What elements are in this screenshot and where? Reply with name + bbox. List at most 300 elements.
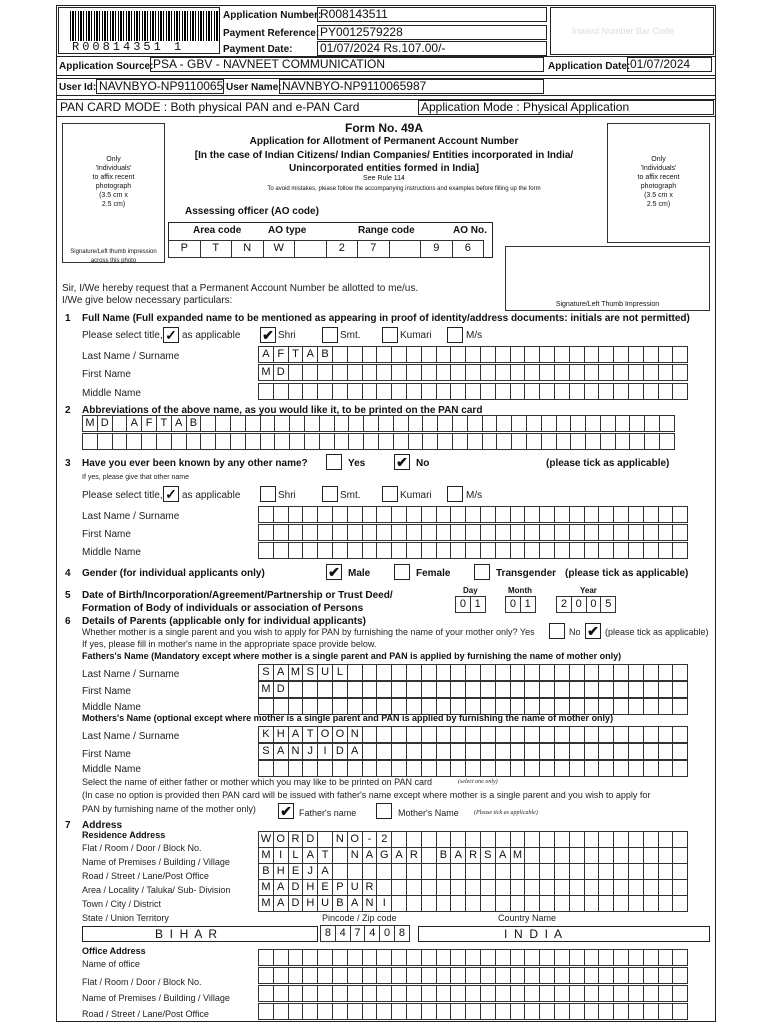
- char-cell[interactable]: [598, 506, 614, 523]
- char-cell[interactable]: [672, 364, 688, 381]
- app-date-field[interactable]: 01/07/2024: [627, 57, 712, 72]
- char-cell[interactable]: [658, 364, 674, 381]
- char-cell[interactable]: H: [273, 863, 289, 880]
- char-cell[interactable]: [554, 346, 570, 363]
- char-cell[interactable]: [584, 726, 600, 743]
- father-middle-grid[interactable]: [258, 698, 687, 710]
- char-cell[interactable]: [304, 415, 320, 432]
- char-cell[interactable]: [332, 985, 348, 1002]
- char-cell[interactable]: [465, 949, 481, 966]
- char-cell[interactable]: [628, 895, 644, 912]
- char-cell[interactable]: [539, 743, 555, 760]
- char-cell[interactable]: [672, 743, 688, 760]
- char-cell[interactable]: [554, 985, 570, 1002]
- char-cell[interactable]: [273, 1003, 289, 1020]
- char-cell[interactable]: [539, 506, 555, 523]
- char-cell[interactable]: [672, 524, 688, 541]
- char-cell[interactable]: [628, 847, 644, 864]
- char-cell[interactable]: A: [391, 847, 407, 864]
- char-cell[interactable]: [465, 681, 481, 698]
- s1-last-grid[interactable]: [258, 346, 687, 363]
- char-cell[interactable]: [317, 967, 333, 984]
- char-cell[interactable]: [362, 542, 378, 559]
- char-cell[interactable]: J: [302, 863, 318, 880]
- char-cell[interactable]: [391, 831, 407, 848]
- char-cell[interactable]: U: [317, 664, 333, 681]
- char-cell[interactable]: 0: [586, 596, 602, 613]
- char-cell[interactable]: [436, 743, 452, 760]
- char-cell[interactable]: [510, 346, 526, 363]
- char-cell[interactable]: [585, 415, 601, 432]
- char-cell[interactable]: [643, 895, 659, 912]
- char-cell[interactable]: [524, 524, 540, 541]
- char-cell[interactable]: [569, 967, 585, 984]
- office-premises-grid[interactable]: [258, 1003, 687, 1017]
- char-cell[interactable]: [362, 726, 378, 743]
- char-cell[interactable]: [672, 698, 688, 715]
- char-cell[interactable]: [391, 542, 407, 559]
- char-cell[interactable]: [421, 760, 437, 777]
- char-cell[interactable]: 0: [455, 596, 471, 613]
- char-cell[interactable]: [391, 726, 407, 743]
- char-cell[interactable]: [643, 506, 659, 523]
- char-cell[interactable]: [613, 506, 629, 523]
- father-first-grid[interactable]: [258, 681, 687, 698]
- char-cell[interactable]: [391, 949, 407, 966]
- char-cell[interactable]: [495, 364, 511, 381]
- single-parent-yes-checkbox[interactable]: [549, 623, 565, 639]
- char-cell[interactable]: [658, 1003, 674, 1020]
- char-cell[interactable]: [628, 506, 644, 523]
- char-cell[interactable]: [450, 895, 466, 912]
- char-cell[interactable]: [554, 506, 570, 523]
- char-cell[interactable]: [658, 726, 674, 743]
- char-cell[interactable]: [391, 346, 407, 363]
- pincode-grid[interactable]: [320, 925, 409, 942]
- char-cell[interactable]: [480, 895, 496, 912]
- char-cell[interactable]: A: [273, 879, 289, 896]
- ao-code-cell[interactable]: T: [200, 240, 233, 258]
- gender-trans-checkbox[interactable]: [474, 564, 490, 580]
- char-cell[interactable]: D: [288, 879, 304, 896]
- char-cell[interactable]: D: [288, 895, 304, 912]
- char-cell[interactable]: [362, 346, 378, 363]
- app-number-field[interactable]: R008143511: [317, 7, 547, 22]
- char-cell[interactable]: [598, 726, 614, 743]
- char-cell[interactable]: [526, 433, 542, 450]
- char-cell[interactable]: A: [126, 415, 142, 432]
- char-cell[interactable]: [288, 985, 304, 1002]
- char-cell[interactable]: [406, 664, 422, 681]
- char-cell[interactable]: [289, 415, 305, 432]
- char-cell[interactable]: F: [141, 415, 157, 432]
- char-cell[interactable]: [406, 1003, 422, 1020]
- char-cell[interactable]: [362, 681, 378, 698]
- country-field[interactable]: [418, 926, 710, 942]
- char-cell[interactable]: D: [273, 681, 289, 698]
- town-grid[interactable]: [258, 895, 687, 912]
- char-cell[interactable]: [391, 681, 407, 698]
- char-cell[interactable]: [465, 967, 481, 984]
- char-cell[interactable]: [482, 415, 498, 432]
- char-cell[interactable]: [672, 681, 688, 698]
- char-cell[interactable]: [598, 863, 614, 880]
- ao-code-cell[interactable]: W: [263, 240, 296, 258]
- char-cell[interactable]: [332, 681, 348, 698]
- char-cell[interactable]: [480, 664, 496, 681]
- char-cell[interactable]: [510, 895, 526, 912]
- title-ms-checkbox[interactable]: [447, 327, 463, 343]
- char-cell[interactable]: [598, 383, 614, 400]
- char-cell[interactable]: [510, 967, 526, 984]
- char-cell[interactable]: [658, 524, 674, 541]
- char-cell[interactable]: [437, 433, 453, 450]
- char-cell[interactable]: [391, 967, 407, 984]
- char-cell[interactable]: [628, 664, 644, 681]
- char-cell[interactable]: D: [273, 364, 289, 381]
- char-cell[interactable]: 4: [364, 925, 380, 942]
- char-cell[interactable]: N: [288, 743, 304, 760]
- char-cell[interactable]: [643, 743, 659, 760]
- char-cell[interactable]: [480, 364, 496, 381]
- char-cell[interactable]: [437, 415, 453, 432]
- char-cell[interactable]: [554, 879, 570, 896]
- char-cell[interactable]: [347, 364, 363, 381]
- char-cell[interactable]: [230, 415, 246, 432]
- char-cell[interactable]: [598, 985, 614, 1002]
- char-cell[interactable]: [598, 949, 614, 966]
- char-cell[interactable]: T: [156, 415, 172, 432]
- char-cell[interactable]: [376, 506, 392, 523]
- char-cell[interactable]: [273, 985, 289, 1002]
- char-cell[interactable]: [510, 743, 526, 760]
- char-cell[interactable]: [554, 949, 570, 966]
- char-cell[interactable]: [406, 967, 422, 984]
- char-cell[interactable]: [378, 433, 394, 450]
- char-cell[interactable]: [480, 831, 496, 848]
- title-shri-checkbox[interactable]: ✔: [260, 327, 276, 343]
- char-cell[interactable]: [332, 760, 348, 777]
- char-cell[interactable]: [258, 506, 274, 523]
- char-cell[interactable]: [406, 383, 422, 400]
- char-cell[interactable]: [554, 760, 570, 777]
- char-cell[interactable]: [421, 346, 437, 363]
- char-cell[interactable]: [496, 415, 512, 432]
- char-cell[interactable]: [186, 433, 202, 450]
- char-cell[interactable]: [598, 346, 614, 363]
- char-cell[interactable]: [511, 415, 527, 432]
- char-cell[interactable]: [347, 524, 363, 541]
- char-cell[interactable]: I: [273, 847, 289, 864]
- char-cell[interactable]: [450, 949, 466, 966]
- char-cell[interactable]: [539, 967, 555, 984]
- char-cell[interactable]: [643, 967, 659, 984]
- char-cell[interactable]: [510, 524, 526, 541]
- char-cell[interactable]: [658, 506, 674, 523]
- char-cell[interactable]: [672, 383, 688, 400]
- char-cell[interactable]: [450, 879, 466, 896]
- char-cell[interactable]: [659, 415, 675, 432]
- char-cell[interactable]: 8: [394, 925, 410, 942]
- char-cell[interactable]: I: [317, 743, 333, 760]
- char-cell[interactable]: [584, 985, 600, 1002]
- char-cell[interactable]: [480, 743, 496, 760]
- char-cell[interactable]: [643, 863, 659, 880]
- char-cell[interactable]: A: [273, 743, 289, 760]
- char-cell[interactable]: E: [317, 879, 333, 896]
- char-cell[interactable]: [406, 506, 422, 523]
- char-cell[interactable]: M: [258, 364, 274, 381]
- char-cell[interactable]: [450, 506, 466, 523]
- char-cell[interactable]: [628, 967, 644, 984]
- char-cell[interactable]: M: [258, 847, 274, 864]
- char-cell[interactable]: [436, 895, 452, 912]
- char-cell[interactable]: H: [302, 895, 318, 912]
- char-cell[interactable]: [97, 433, 113, 450]
- char-cell[interactable]: B: [332, 895, 348, 912]
- dob-year-grid[interactable]: [556, 596, 615, 613]
- char-cell[interactable]: T: [302, 726, 318, 743]
- char-cell[interactable]: [436, 967, 452, 984]
- char-cell[interactable]: [598, 847, 614, 864]
- ao-code-cell[interactable]: 9: [420, 240, 453, 258]
- char-cell[interactable]: [273, 383, 289, 400]
- char-cell[interactable]: [613, 726, 629, 743]
- char-cell[interactable]: B: [317, 346, 333, 363]
- char-cell[interactable]: [480, 879, 496, 896]
- char-cell[interactable]: [613, 698, 629, 715]
- char-cell[interactable]: [613, 1003, 629, 1020]
- char-cell[interactable]: [467, 433, 483, 450]
- ao-code-cell[interactable]: P: [168, 240, 201, 258]
- char-cell[interactable]: [569, 1003, 585, 1020]
- char-cell[interactable]: [421, 831, 437, 848]
- char-cell[interactable]: S: [258, 743, 274, 760]
- char-cell[interactable]: [319, 415, 335, 432]
- char-cell[interactable]: [495, 967, 511, 984]
- char-cell[interactable]: [524, 743, 540, 760]
- user-id-field[interactable]: NAVNBYO-NP9110065: [96, 79, 224, 94]
- char-cell[interactable]: [554, 383, 570, 400]
- char-cell[interactable]: [495, 506, 511, 523]
- char-cell[interactable]: [317, 542, 333, 559]
- char-cell[interactable]: [230, 433, 246, 450]
- char-cell[interactable]: [524, 847, 540, 864]
- char-cell[interactable]: [436, 346, 452, 363]
- char-cell[interactable]: [376, 726, 392, 743]
- char-cell[interactable]: [598, 1003, 614, 1020]
- char-cell[interactable]: [465, 506, 481, 523]
- s2-grid-row2[interactable]: [82, 433, 674, 450]
- char-cell[interactable]: [406, 726, 422, 743]
- char-cell[interactable]: [539, 949, 555, 966]
- char-cell[interactable]: [465, 726, 481, 743]
- char-cell[interactable]: [539, 726, 555, 743]
- char-cell[interactable]: [569, 895, 585, 912]
- char-cell[interactable]: [658, 681, 674, 698]
- char-cell[interactable]: A: [171, 415, 187, 432]
- char-cell[interactable]: [613, 847, 629, 864]
- char-cell[interactable]: [539, 524, 555, 541]
- char-cell[interactable]: [480, 726, 496, 743]
- char-cell[interactable]: O: [347, 831, 363, 848]
- char-cell[interactable]: [302, 967, 318, 984]
- char-cell[interactable]: [406, 542, 422, 559]
- char-cell[interactable]: [658, 664, 674, 681]
- char-cell[interactable]: [436, 664, 452, 681]
- char-cell[interactable]: T: [288, 346, 304, 363]
- char-cell[interactable]: [510, 664, 526, 681]
- char-cell[interactable]: [348, 415, 364, 432]
- char-cell[interactable]: [465, 831, 481, 848]
- char-cell[interactable]: [628, 346, 644, 363]
- char-cell[interactable]: [302, 1003, 318, 1020]
- char-cell[interactable]: [615, 415, 631, 432]
- char-cell[interactable]: [495, 863, 511, 880]
- char-cell[interactable]: [421, 681, 437, 698]
- char-cell[interactable]: [554, 664, 570, 681]
- char-cell[interactable]: [465, 542, 481, 559]
- char-cell[interactable]: [317, 949, 333, 966]
- char-cell[interactable]: O: [332, 726, 348, 743]
- char-cell[interactable]: [436, 831, 452, 848]
- char-cell[interactable]: [215, 433, 231, 450]
- char-cell[interactable]: [450, 726, 466, 743]
- char-cell[interactable]: [658, 346, 674, 363]
- char-cell[interactable]: [600, 433, 616, 450]
- char-cell[interactable]: [347, 985, 363, 1002]
- ao-code-cell[interactable]: N: [231, 240, 264, 258]
- char-cell[interactable]: [539, 895, 555, 912]
- char-cell[interactable]: [406, 760, 422, 777]
- char-cell[interactable]: [541, 433, 557, 450]
- char-cell[interactable]: O: [317, 726, 333, 743]
- char-cell[interactable]: A: [273, 895, 289, 912]
- char-cell[interactable]: [317, 506, 333, 523]
- char-cell[interactable]: B: [186, 415, 202, 432]
- char-cell[interactable]: S: [480, 847, 496, 864]
- char-cell[interactable]: [288, 967, 304, 984]
- char-cell[interactable]: [436, 506, 452, 523]
- char-cell[interactable]: [658, 895, 674, 912]
- mother-last-grid[interactable]: [258, 726, 687, 743]
- char-cell[interactable]: [480, 346, 496, 363]
- char-cell[interactable]: [302, 949, 318, 966]
- char-cell[interactable]: [302, 542, 318, 559]
- char-cell[interactable]: [465, 760, 481, 777]
- char-cell[interactable]: [362, 383, 378, 400]
- char-cell[interactable]: [436, 863, 452, 880]
- char-cell[interactable]: [524, 863, 540, 880]
- char-cell[interactable]: [332, 847, 348, 864]
- char-cell[interactable]: T: [317, 847, 333, 864]
- char-cell[interactable]: [215, 415, 231, 432]
- char-cell[interactable]: [598, 681, 614, 698]
- char-cell[interactable]: [495, 524, 511, 541]
- char-cell[interactable]: [465, 1003, 481, 1020]
- char-cell[interactable]: D: [302, 831, 318, 848]
- char-cell[interactable]: [584, 949, 600, 966]
- char-cell[interactable]: 8: [320, 925, 336, 942]
- char-cell[interactable]: [436, 760, 452, 777]
- char-cell[interactable]: [643, 542, 659, 559]
- char-cell[interactable]: [539, 863, 555, 880]
- dob-month-grid[interactable]: [505, 596, 535, 613]
- char-cell[interactable]: [465, 895, 481, 912]
- char-cell[interactable]: [569, 831, 585, 848]
- char-cell[interactable]: [584, 364, 600, 381]
- char-cell[interactable]: [347, 760, 363, 777]
- char-cell[interactable]: [289, 433, 305, 450]
- char-cell[interactable]: [406, 524, 422, 541]
- char-cell[interactable]: [288, 364, 304, 381]
- char-cell[interactable]: 0: [379, 925, 395, 942]
- mother-middle-grid[interactable]: [258, 760, 687, 777]
- char-cell[interactable]: [495, 664, 511, 681]
- char-cell[interactable]: [495, 760, 511, 777]
- char-cell[interactable]: [376, 743, 392, 760]
- char-cell[interactable]: [613, 681, 629, 698]
- char-cell[interactable]: [362, 364, 378, 381]
- char-cell[interactable]: [376, 949, 392, 966]
- char-cell[interactable]: [511, 433, 527, 450]
- char-cell[interactable]: [495, 831, 511, 848]
- char-cell[interactable]: [658, 879, 674, 896]
- char-cell[interactable]: -: [362, 831, 378, 848]
- char-cell[interactable]: [584, 346, 600, 363]
- char-cell[interactable]: [554, 895, 570, 912]
- char-cell[interactable]: [495, 879, 511, 896]
- char-cell[interactable]: [480, 1003, 496, 1020]
- char-cell[interactable]: [643, 949, 659, 966]
- char-cell[interactable]: [643, 760, 659, 777]
- char-cell[interactable]: [465, 364, 481, 381]
- char-cell[interactable]: [584, 895, 600, 912]
- char-cell[interactable]: [480, 863, 496, 880]
- char-cell[interactable]: [465, 879, 481, 896]
- char-cell[interactable]: [672, 726, 688, 743]
- char-cell[interactable]: [376, 681, 392, 698]
- char-cell[interactable]: [628, 949, 644, 966]
- char-cell[interactable]: A: [495, 847, 511, 864]
- char-cell[interactable]: [406, 863, 422, 880]
- char-cell[interactable]: [347, 506, 363, 523]
- char-cell[interactable]: [613, 664, 629, 681]
- char-cell[interactable]: [436, 879, 452, 896]
- s3-title-smt-checkbox[interactable]: [322, 486, 338, 502]
- char-cell[interactable]: N: [332, 831, 348, 848]
- char-cell[interactable]: [112, 415, 128, 432]
- char-cell[interactable]: [598, 895, 614, 912]
- char-cell[interactable]: [569, 760, 585, 777]
- char-cell[interactable]: [585, 433, 601, 450]
- char-cell[interactable]: [526, 415, 542, 432]
- char-cell[interactable]: [495, 726, 511, 743]
- char-cell[interactable]: [450, 985, 466, 1002]
- char-cell[interactable]: [436, 524, 452, 541]
- char-cell[interactable]: [406, 879, 422, 896]
- char-cell[interactable]: [347, 1003, 363, 1020]
- char-cell[interactable]: [556, 433, 572, 450]
- char-cell[interactable]: S: [302, 664, 318, 681]
- char-cell[interactable]: L: [288, 847, 304, 864]
- char-cell[interactable]: [362, 524, 378, 541]
- char-cell[interactable]: M: [258, 681, 274, 698]
- char-cell[interactable]: [600, 415, 616, 432]
- s3-first-grid[interactable]: [258, 524, 687, 541]
- char-cell[interactable]: [658, 698, 674, 715]
- char-cell[interactable]: [628, 1003, 644, 1020]
